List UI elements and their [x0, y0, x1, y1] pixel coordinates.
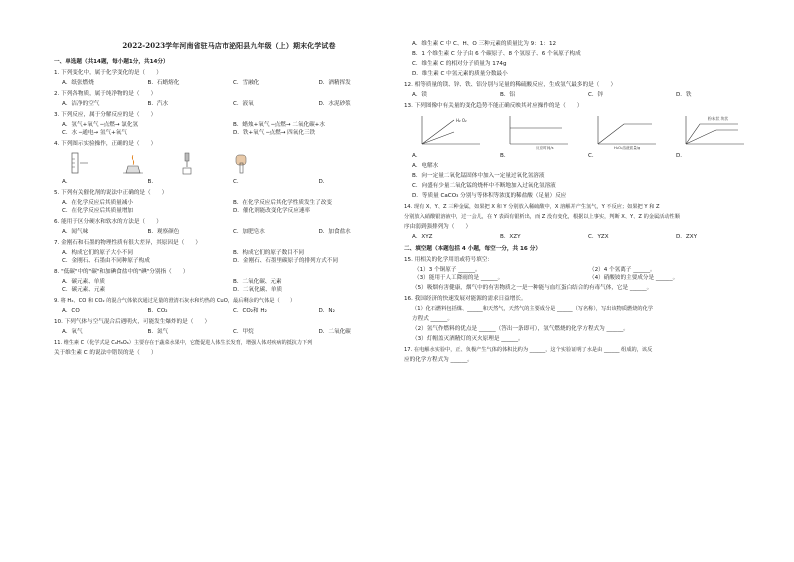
question-16: 16. 我国经济的快速发展对能源的需求日益增长。 [404, 296, 527, 302]
options-2 [62, 100, 404, 108]
option: D．二氧化碳、单质 [233, 287, 283, 293]
question-4: 4. 下列图示实验操作，正确的是（ ） [54, 141, 157, 147]
option: A．维生素 C 中 C、H、O 三种元素的质量比为 9：1：12 [412, 41, 557, 47]
section-heading-1: 一、单选题（共14题，每小题1分，共14分） [54, 59, 169, 65]
option: C．向盛有少量二氧化锰的烧杯中不断地加入过氧化氢溶液 [412, 183, 556, 189]
fill-item: 方程式 ______。 [412, 316, 453, 322]
option: A．CO [62, 308, 80, 314]
hand-tube-figure [228, 151, 254, 175]
graph-tag: 粉末状 块状 [708, 116, 729, 121]
question-2: 2. 下列各物质，属于纯净物的是（ ） [54, 91, 157, 97]
option: D．铁+氧气 ─点燃→ 四氧化三铁 [233, 130, 316, 136]
option: B．向一定量二氧化锰固体中加入一定量过氧化氢溶液 [412, 173, 545, 179]
fill-item: （1）3 个铜原子 ______。 [414, 267, 481, 273]
options-5 [62, 199, 404, 215]
question-17-cont: 应的化学方程式为 ______。 [404, 357, 473, 363]
graph-o2-mass [584, 112, 662, 150]
lab-figures [66, 151, 404, 175]
graph-label: C． [588, 153, 598, 159]
option: D．ZXY [676, 234, 697, 240]
question-15: 15. 用相关的化学用语或符号填空： [404, 257, 493, 263]
option: D．金刚石、石墨里碳原子的排列方式不同 [233, 258, 338, 264]
dropper-figure [174, 151, 200, 175]
option: B．二氧化碳、元素 [233, 279, 282, 285]
option: C．加肥皂水 [233, 229, 265, 235]
graph-caco3 [672, 112, 750, 150]
question-14: 14. 现有 X、Y、Z 三种金属，如果把 X 和 Y 分别放入稀硫酸中，X 溶解并产生氢气，Y 不反应；如果把 Y 和 Z [404, 204, 660, 210]
option: B．构成它们的原子数目不同 [233, 250, 304, 256]
option: A．XYZ [412, 234, 433, 240]
fill-item: （3）能用于人工降雨的是 ______。 [414, 275, 504, 281]
graph-label: A． [412, 153, 422, 159]
question-13: 13. 下列图像中有关量的变化趋势不能正确反映其对应操作的是（ ） [404, 103, 583, 109]
option: B． [147, 179, 157, 185]
graph-mno2-mass [496, 112, 574, 150]
graph-electrolysis [408, 112, 486, 150]
option: D．酒精挥发 [318, 80, 351, 86]
option: C．金刚石、石墨由不同种原子构成 [62, 258, 150, 264]
options-8 [62, 278, 404, 294]
fill-item: （2）4 个氢离子 ______。 [589, 267, 656, 273]
option: B．1 个维生素 C 分子由 6 个碳原子、8 个氢原子、6 个氧原子构成 [412, 51, 581, 57]
graph-labels [412, 152, 764, 160]
options-9 [62, 307, 404, 315]
option: B．在化学反应后其化学性质发生了改变 [233, 200, 332, 206]
graph-tag: H₂O₂溶液质量/g [614, 146, 641, 150]
option: C．在化学反应后其质量增加 [62, 208, 134, 214]
graph-label: B． [500, 153, 510, 159]
option: B．汽水 [147, 101, 169, 107]
option: B．CO₂ [147, 308, 168, 314]
question-7: 7. 金刚石和石墨的物理性质有很大差异，其原因是（ ） [54, 240, 201, 246]
option: C． [233, 179, 243, 185]
option: B．蜡烛+氧气 ─点燃→ 二氧化碳+水 [233, 122, 325, 128]
option: C．甲烷 [233, 329, 254, 335]
option: A．在化学反应后其质量减小 [62, 200, 133, 206]
alcohol-lamp-figure [120, 151, 146, 175]
option: C．CO₂和 H₂ [233, 308, 267, 314]
question-14-cont: 分别放入硝酸银溶液中，过一会儿，在 Y 表面有银析出，而 Z 没有变化，根据以上事实，判断 X、Y、Z 的金属活动性顺 [404, 214, 680, 220]
option: B．石蜡熔化 [147, 80, 180, 86]
option: B．观察颜色 [147, 229, 180, 235]
option: A．构成它们的原子大小不同 [62, 250, 133, 256]
option: A．镁 [412, 92, 428, 98]
option: D．等质量 CaCO₃ 分别与等体积等浓度的稀盐酸（足量）反应 [412, 193, 567, 199]
options-7 [62, 249, 404, 265]
option: C．液氧 [233, 101, 254, 107]
options-6 [62, 228, 404, 236]
fill-item: （5）吸烟有害健康，烟气中的有害物质之一是一种能与血红蛋白结合的有毒气体，它是 ______。 [412, 285, 653, 291]
option: D．二氧化碳 [318, 329, 351, 335]
option: A．碳元素、单质 [62, 279, 105, 285]
question-11-cont: 关于维生素 C 的说法中错误的是（ ） [54, 350, 157, 356]
question-14-cont2: 序由弱到强排列为（ ） [404, 224, 472, 230]
exam-title: 2022-2023学年河南省驻马店市泌阳县九年级（上）期末化学试卷 [122, 41, 336, 50]
option: C．碳元素、元素 [62, 287, 106, 293]
options-4 [62, 178, 404, 186]
graph-tag: 反应时间/s [536, 146, 554, 150]
option: D．维生素 C 中氢元素的质量分数最小 [412, 71, 508, 77]
left-column [54, 56, 404, 359]
question-9: 9. 将 H₂、CO 和 CO₂ 的混合气体依次通过足量的澄清石灰水和灼热的 CuO，最后剩余的气体是（ ） [54, 298, 296, 304]
option: A．闻气味 [62, 229, 89, 235]
option: B．氮气 [147, 329, 169, 335]
option: B．铝 [500, 92, 516, 98]
option: A．纸张燃烧 [62, 80, 94, 86]
section-heading-2: 二、填空题（本题包括 4 小题，每空一分，共 16 分） [404, 246, 541, 252]
option: D．铁 [676, 92, 692, 98]
graph-row [408, 112, 764, 150]
options-10 [62, 328, 404, 336]
option: C．雪融化 [233, 80, 260, 86]
right-column [404, 38, 764, 366]
option: D． [318, 179, 329, 185]
question-8: 8. "低碳"中的"碳"和加碘食盐中的"碘"分别指（ ） [54, 269, 189, 275]
question-17: 17. 在电解水实验中，正、负极产生气体的体积比约为 ______，这个实验证明了水是由 ______ 组成的，该反 [404, 347, 653, 353]
option: A．电解水 [412, 163, 439, 169]
fill-item: （4）硝酸铵的主要成分是 ______。 [589, 275, 679, 281]
question-12: 12. 相等质量的镁、锌、铁、铝分别与足量的稀硫酸反应，生成氢气最多的是（ ） [404, 82, 617, 88]
question-5: 5. 下列有关催化剂的说法中正确的是（ ） [54, 190, 168, 196]
fill-item: （1）化石燃料包括煤、______和天然气，天然气的主要成分是 ______（写名称），写出该物质燃烧的化学 [412, 306, 653, 312]
fill-item: （3）灯帽盖灭酒精灯的灭火原理是 ______。 [412, 336, 524, 342]
option: A．洁净的空气 [62, 101, 100, 107]
option: C．水 ─通电→ 氢气+氧气 [62, 130, 127, 136]
question-15-items [414, 266, 764, 282]
option: A．氢气+氧气 ─点燃→ 氯化氢 [62, 122, 139, 128]
options-12 [412, 91, 764, 99]
fill-item: （2）氢气作燃料的优点是 ______（答出一条即可），氢气燃烧的化学方程式为 ______。 [412, 326, 629, 332]
option: C．维生素 C 的相对分子质量为 174g [412, 61, 507, 67]
graph-label: D． [676, 153, 686, 159]
graduated-cylinder-figure [66, 151, 92, 175]
question-1: 1. 下列变化中，属于化学变化的是（ ） [54, 70, 162, 76]
option: B．XZY [500, 234, 521, 240]
option: D．水泥砂浆 [318, 101, 351, 107]
option: C．YZX [588, 234, 609, 240]
option: D．催化剂能改变化学反应速率 [233, 208, 311, 214]
question-11: 11. 维生素 C（化学式是 C₆H₈O₆）主要存在于蔬菜水果中，它能促进人体生长发育，增强人体对疾病的抵抗力下列 [54, 340, 313, 346]
option: C．锌 [588, 92, 604, 98]
option: A． [62, 179, 72, 185]
options-1 [62, 79, 404, 87]
option: D．N₂ [318, 308, 335, 314]
option: A．氧气 [62, 329, 83, 335]
options-3 [62, 121, 404, 137]
options-14 [412, 233, 764, 241]
question-10: 10. 下列气体与空气混合后遇明火，可能发生爆炸的是（ ） [54, 319, 211, 325]
graph-tag: H₂ O₂ [456, 118, 467, 123]
question-3: 3. 下列反应，属于分解反应的是（ ） [54, 112, 157, 118]
option: D．加食盐水 [318, 229, 351, 235]
question-6: 6. 能用于区分硬水和软水的方法是（ ） [54, 219, 162, 225]
